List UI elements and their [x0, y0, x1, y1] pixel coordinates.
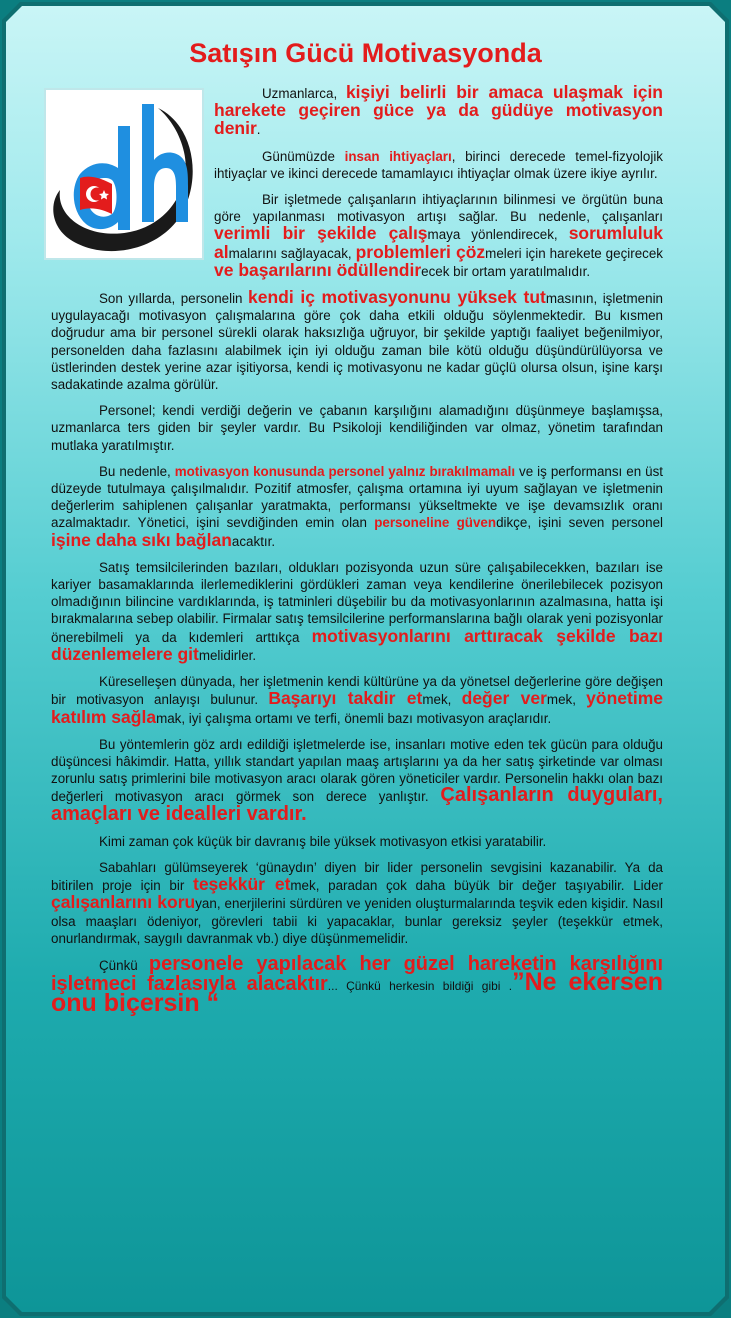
highlight-text: Çalışanların duyguları, amaçları ve idealleri vardır.	[51, 784, 663, 825]
highlight-text: motivasyonlarını arttıracak şekilde bazı düzenlemelere git	[51, 625, 663, 664]
highlight-text: insan ihtiyaçları	[344, 148, 452, 164]
text-segment: mak, iyi çalışma ortamı ve terfi, önemli bazı motivasyon araçlarıdır.	[156, 710, 552, 726]
text-segment: Sabahları gülümseyerek ‘günaydın’ diyen bir lider personelin sevgisini kazanabilir. Ya da bitirilen proje için bir	[51, 859, 663, 894]
paragraph-10	[51, 833, 663, 850]
text-segment: Günümüzde	[262, 148, 345, 164]
paragraph-7	[51, 559, 663, 664]
highlight-text: ve başarılarını ödüllendir	[214, 259, 422, 280]
text-segment: ... Çünkü herkesin bildiği gibi .	[327, 979, 513, 994]
text-segment: mek, paradan çok daha büyük bir değer taşıyabilir. Lider	[290, 878, 663, 894]
highlight-text: Başarıyı takdir et	[268, 688, 423, 709]
page-title: Satışın Gücü Motivasyonda	[189, 38, 542, 68]
highlight-text: verimli bir şekilde çalış	[214, 223, 428, 244]
text-segment: mek,	[546, 692, 587, 708]
highlight-text: motivasyon konusunda personel yalnız bırakılmamalı	[174, 463, 516, 479]
article-body	[51, 84, 663, 1025]
text-segment: Satış temsilcilerinden bazıları, oldukları pozisyonda uzun süre çalışabilecekken, bazıları ise kariyer basamaklarında ilerlemediklerini gördükleri zaman veya kendilerine önerilebilecek pozisyon olmadığının bilincine vardıklarında, iş tatminleri düşebilir bu da motivasyonlarının azalmasına, hatta işi bırakmalarına sebep olabilir. Firmalar satış temsilcilerine performanslarına bağlı olarak yeni pozisyonlar önerebilmeli ya da kıdemleri arttıkça	[51, 559, 663, 645]
highlight-text: ”Ne ekersen onu biçersin “	[51, 968, 663, 1018]
highlight-text: yönetime katılım sağla	[51, 688, 663, 727]
paragraph-4	[51, 289, 663, 393]
text-segment: Küreselleşen dünyada, her işletmenin kendi kültürüne ya da yönetsel değerlerine göre değişen bir motivasyon anlayışı bulunur.	[51, 674, 663, 708]
text-segment: Çünkü	[99, 957, 149, 973]
text-segment: .	[256, 122, 261, 138]
text-segment: dikçe, işini seven personel	[496, 515, 663, 531]
text-segment: yan, enerjilerini sürdüren ve yeniden oluşturmalarında teşvik eden kişidir. Nasıl olsa maaşları ödeniyor, görevleri tabii ki yapacaklar, bunlar gereksiz şeyler (teşekkür etmek, onurlandırmak, saygılı davranmak vb.) diye düşünmemelidir.	[51, 896, 663, 946]
text-segment: acaktır.	[231, 533, 276, 549]
paragraph-12	[51, 952, 663, 1018]
highlight-text: kendi iç motivasyonunu yüksek tut	[247, 287, 546, 308]
text-segment: ve iş performansı en üst düzeyde tutulmaya çalışılmalıdır. Pozitif atmosfer, çalışma ortamına iyi uyum sağlayan ve işletmenin değerlerim sahiplenen çalışanlar yaratmakta, performansı yükseltmekte ve işe devamsızlık oranı azalmaktadır. Yönetici, işini sevdiğinden emin olan	[51, 463, 663, 531]
text-segment: Bu yöntemlerin göz ardı edildiği işletmelerde ise, insanları motive eden tek gücün para olduğu düşüncesi hâkimdir. Hatta, yıllık standart yapılan maaş artışlarını ya da her satış şirketinde var olması zorunlu satış primlerini bile motivasyon aracı olarak gören yöneticiler vardır. Personelin hakkı olan bazı değerleri motivasyon aracı görmek son derece yanlıştır.	[51, 736, 663, 805]
text-segment: Bu nedenle,	[99, 463, 175, 479]
text-segment: Son yıllarda, personelin	[99, 291, 248, 307]
highlight-text: değer ver	[461, 688, 547, 709]
highlight-text: sorumluluk al	[214, 223, 664, 262]
paragraph-9	[51, 736, 663, 824]
text-segment: Personel; kendi verdiği değerin ve çabanın karşılığını alamadığını düşünmeye başlamışsa, uzmanlarca ters giden bir şeyler vardır. Bu Psikoloji kendiliğinden var olmaz, yönetim tarafından mutlaka yaratılmıştır.	[51, 403, 663, 453]
highlight-text: personele yapılacak her güzel hareketin karşılığını işletmeci fazlasıyla alacaktır	[51, 952, 663, 996]
highlight-text: çalışanlarını koru	[51, 892, 196, 913]
text-segment: , birinci derecede temel-fizyolojik ihtiyaçlar ve ikinci derecede tamamlayıcı ihtiyaçlar olmak üzere ikiye ayrılır.	[214, 148, 663, 181]
text-segment: ecek bir ortam yaratılmalıdır.	[421, 263, 591, 279]
highlight-text: personeline güven	[374, 515, 497, 531]
text-segment: Uzmanlarca,	[262, 86, 346, 101]
highlight-text: kişiyi belirli bir amaca ulaşmak için harekete geçiren güce ya da güdüye motivasyon denir	[214, 82, 663, 139]
text-segment: maya yönlendirecek,	[427, 227, 569, 243]
text-segment: malarını sağlayacak,	[228, 245, 356, 261]
text-segment: Kimi zaman çok küçük bir davranış bile yüksek motivasyon etkisi yaratabilir.	[99, 833, 547, 849]
text-segment: mek,	[422, 692, 462, 708]
paragraph-5	[51, 402, 663, 454]
paragraph-6	[51, 463, 663, 550]
text-segment: masının, işletmenin uygulayacağı motivasyon çalışmalarına göre çok daha etkili olduğu söylenmektedir. Bu kısmen doğrudur ama bir personel sürekli olarak haksızlığa uğruyor, bir şekilde yaptığı faaliyet beğenilmiyor, personelden daha fazlasını alabilmek için iyi olduğu zaman bile kötü olduğu düşündürülüyorsa ve üstlerinden destek yerine azar işitiyorsa, kendi iç motivasyonu ne kadar güçlü olursa olsun, işine karşı sadakatinde azalma görülür.	[51, 291, 663, 393]
highlight-text: problemleri çöz	[355, 241, 486, 262]
paragraph-8	[51, 673, 663, 727]
text-segment: meleri için harekete geçirecek	[485, 245, 663, 261]
highlight-text: işine daha sıkı bağlan	[51, 529, 232, 550]
text-segment: melidirler.	[198, 647, 257, 663]
text-segment: Bir işletmede çalışanların ihtiyaçlarının bilinmesi ve örgütün buna göre yapılanması motivasyon artışı sağlar. Bu nedenle, çalışanları	[214, 192, 663, 225]
logo-spacer	[51, 84, 214, 262]
paragraph-11	[51, 859, 663, 947]
highlight-text: teşekkür et	[193, 874, 291, 895]
